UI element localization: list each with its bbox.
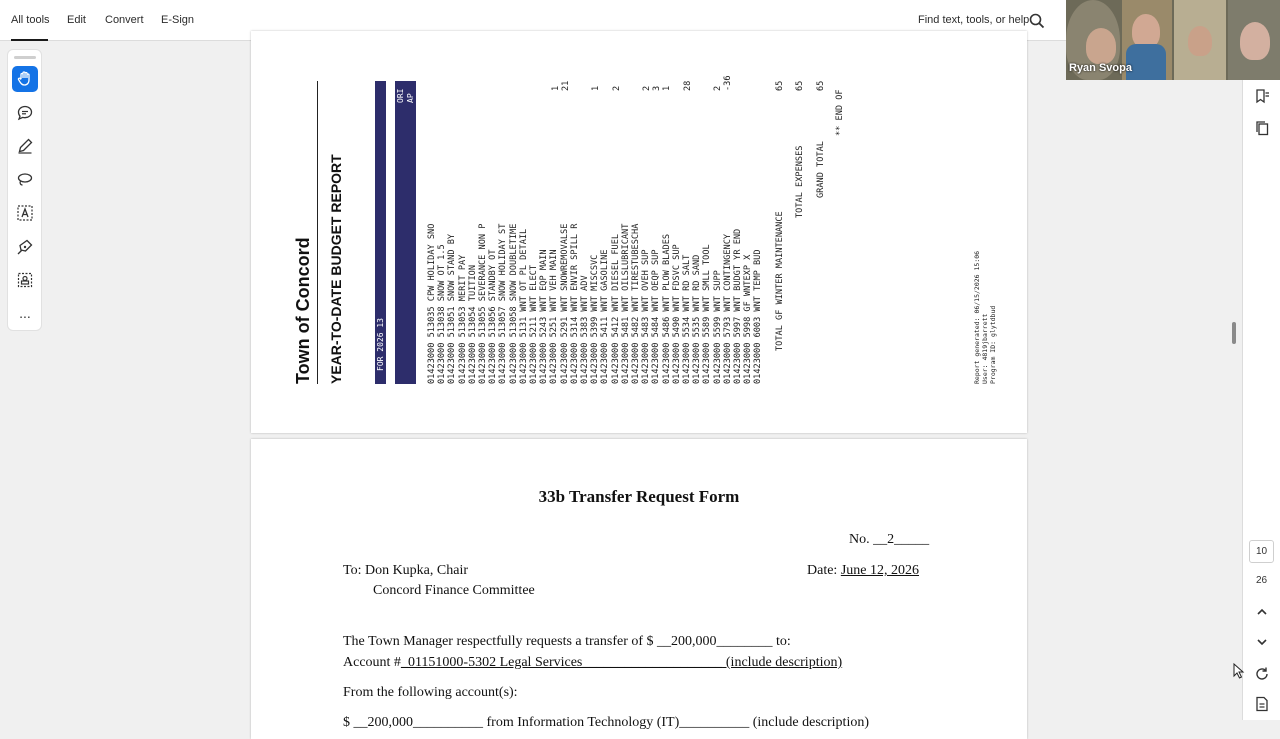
report-footer-user: User: 4819jbarrett	[981, 313, 989, 384]
form-committee: Concord Finance Committee	[373, 583, 535, 598]
form-number	[849, 532, 929, 548]
report-town-name: Town of Concord	[293, 237, 313, 384]
report-account-line: 01423000 5314 WNT ENVIR SPILL R	[569, 223, 580, 384]
report-value: 65	[775, 80, 785, 91]
report-value: 1	[551, 85, 561, 91]
report-value: 2	[713, 85, 723, 91]
participant-shirt	[1126, 44, 1166, 80]
report-title: YEAR-TO-DATE BUDGET REPORT	[328, 154, 344, 384]
report-account-line: 01423000 5484 WNT OEQP SUP	[651, 249, 662, 384]
more-tools[interactable]	[12, 300, 38, 326]
report-account-line: 01423000 513055 SEVERANCE NON P	[478, 223, 488, 384]
lasso-tool[interactable]	[12, 167, 38, 193]
report-value: 65	[816, 80, 826, 91]
total-pages: 26	[1255, 575, 1268, 586]
report-account-line: 01423000 5486 WNT PLOW BLADES	[661, 233, 672, 384]
menu-esign[interactable]: E-Sign	[161, 14, 195, 26]
report-value: 1	[591, 85, 601, 91]
more-icon: ...	[19, 305, 31, 321]
form-number-label: No.	[849, 532, 870, 547]
text-select-tool[interactable]	[12, 200, 38, 226]
chevron-up-icon[interactable]	[1254, 604, 1270, 620]
find-text-tools-help[interactable]: Find text, tools, or help	[918, 14, 1030, 26]
report-account-line: 01423000 5534 WNT RD SALT	[682, 254, 692, 384]
report-account-line: 01423000 5483 WNT OVEH SUP	[641, 249, 652, 384]
report-account-line: 01423000 5997 WNT BUDGT YR END	[733, 228, 743, 384]
report-account-line: 01423000 513057 SNOW HOLIDAY ST	[498, 223, 509, 384]
report-account-line: 01423000 5793 WNT CONTINGENCY	[722, 233, 733, 384]
form-date-label: Date:	[807, 563, 838, 578]
form-date-value: June 12, 2026	[840, 563, 919, 578]
participant-name: Ryan Svopa	[1069, 62, 1132, 74]
text-box-icon	[16, 204, 34, 222]
participant-face	[1086, 28, 1116, 64]
participant-face	[1240, 22, 1270, 60]
report-footer-generated: Report generated: 06/15/2026 15:06	[973, 250, 981, 384]
pen-tool[interactable]	[12, 133, 38, 159]
form-request-amount: __200,000________	[657, 634, 773, 649]
report-grand-total: GRAND TOTAL	[816, 141, 826, 198]
report-account-line: 01423000 5399 WNT MISCSVC	[590, 254, 601, 384]
report-end-of: ** END OF	[835, 89, 845, 136]
report-account-line: 01423000 5211 WNT ELECT	[529, 265, 539, 384]
report-value: 3	[652, 85, 662, 91]
participant-face	[1188, 26, 1212, 56]
report-value: 21	[561, 80, 571, 91]
report-column-band	[395, 81, 416, 384]
report-value: 2	[612, 85, 622, 91]
hand-icon	[16, 70, 34, 88]
report-account-line: 01423000 513053 MERIT PAY	[457, 254, 468, 384]
pdf-page-budget-report	[251, 31, 1027, 433]
mouse-cursor-icon	[1233, 663, 1245, 679]
document-canvas[interactable]	[42, 41, 1242, 730]
report-total-line: TOTAL GF WINTER MAINTENANCE	[775, 211, 785, 351]
report-total-expenses: TOTAL EXPENSES	[795, 145, 805, 218]
hand-tool[interactable]	[12, 66, 38, 92]
participant-face	[1132, 14, 1160, 48]
bookmark-list-icon[interactable]	[1254, 88, 1270, 104]
report-account-line: 01423000 513054 TUITION	[467, 265, 478, 384]
copy-pages-icon[interactable]	[1254, 120, 1270, 136]
form-from-line: $ __200,000__________ from Information Technology (IT)__________ (include description)	[343, 715, 869, 730]
report-account-line: 01423000 513058 SNOW DOUBLETIME	[508, 223, 519, 384]
report-account-line: 01423000 5412 WNT DIESEL FUEL	[610, 233, 621, 384]
report-account-line: 01423000 513051 SNOW STAND BY	[447, 233, 458, 384]
form-title: 33b Transfer Request Form	[538, 487, 740, 506]
report-rule	[317, 81, 318, 384]
panel-grip[interactable]	[14, 56, 36, 59]
vertical-scrollbar-thumb[interactable]	[1232, 322, 1236, 344]
report-account-line: 01423000 5291 WNT SNOWREMOVALSE	[559, 223, 570, 384]
form-request-line: The Town Manager respectfully requests a transfer of $ __200,000________ to:	[343, 634, 791, 649]
current-page-input[interactable]: 10	[1249, 540, 1274, 563]
form-number-value: __2_____	[873, 532, 930, 547]
quick-tools-panel	[7, 49, 42, 331]
report-account-line: 01423000 5481 WNT OILSLUBRICANT	[620, 223, 631, 384]
report-account-line: 01423000 6003 WNT TEMP BUD	[753, 249, 764, 384]
report-value: 2	[642, 85, 652, 91]
sign-tool[interactable]	[12, 234, 38, 260]
chevron-down-icon[interactable]	[1254, 634, 1270, 650]
form-from-label: From the following account(s):	[343, 685, 518, 700]
report-period-label: FOR 2026 13	[376, 318, 385, 371]
report-value: 1	[662, 85, 672, 91]
form-account-value: _01151000-5302 Legal Services____________________	[400, 655, 723, 670]
report-value: -36	[723, 75, 733, 91]
report-account-line: 01423000 5411 WNT GASOLINE	[600, 249, 611, 384]
report-footer-program: Program ID: glytdbud	[989, 305, 997, 384]
report-account-line: 01423000 513035 CPW HOLIDAY SNO	[427, 223, 437, 384]
form-to-line: To: Don Kupka, Chair	[343, 563, 469, 578]
report-value: 65	[795, 80, 805, 91]
video-call-thumbnail[interactable]	[1066, 0, 1280, 80]
lasso-icon	[16, 171, 34, 189]
report-column-header-ori: ORI	[396, 88, 405, 103]
search-icon[interactable]	[1029, 13, 1045, 29]
comment-icon	[16, 104, 34, 122]
report-account-line: 01423000 5383 WNT ADV	[580, 275, 590, 384]
right-rail	[1242, 80, 1280, 720]
report-account-line: 01423000 5535 WNT RD SAND	[692, 254, 703, 384]
form-date	[807, 563, 919, 579]
refresh-icon[interactable]	[1254, 666, 1270, 682]
report-account-line: 01423000 513038 SNOW OT 1.5	[437, 244, 448, 384]
signature-pen-icon	[16, 238, 34, 256]
stamp-tool[interactable]	[12, 267, 38, 293]
stamp-icon	[16, 271, 34, 289]
report-account-line: 01423000 5243 WNT EQP MAIN	[539, 249, 550, 384]
report-column-header-ap: AP	[406, 93, 415, 103]
pdf-page-transfer-form	[251, 439, 1027, 739]
menu-all-tools[interactable]: All tools	[11, 14, 50, 26]
document-info-icon[interactable]	[1254, 696, 1270, 712]
report-account-line: 01423000 5998 GF WNTEXP X	[743, 254, 754, 384]
menu-convert[interactable]: Convert	[105, 14, 144, 26]
menu-edit[interactable]: Edit	[67, 14, 86, 26]
report-account-line: 01423000 5482 WNT TIRESTUBESCHA	[631, 223, 641, 384]
form-account-line: Account #_01151000-5302 Legal Services____________________ (include description)	[343, 655, 843, 670]
pen-icon	[16, 137, 34, 155]
report-account-line: 01423000 513056 STANDBY OT	[488, 249, 499, 384]
comment-tool[interactable]	[12, 100, 38, 126]
report-account-line: 01423000 5599 WNT SUPP	[712, 270, 723, 384]
report-account-line: 01423000 5251 WNT VEH MAIN	[549, 249, 560, 384]
report-value: 28	[683, 80, 693, 91]
report-account-line: 01423000 5490 WNT FDSVC SUP	[671, 244, 682, 384]
report-account-line: 01423000 5131 WNT OT PL DETAIL	[518, 228, 529, 384]
report-account-line: 01423000 5589 WNT SMLL TOOL	[702, 244, 713, 384]
